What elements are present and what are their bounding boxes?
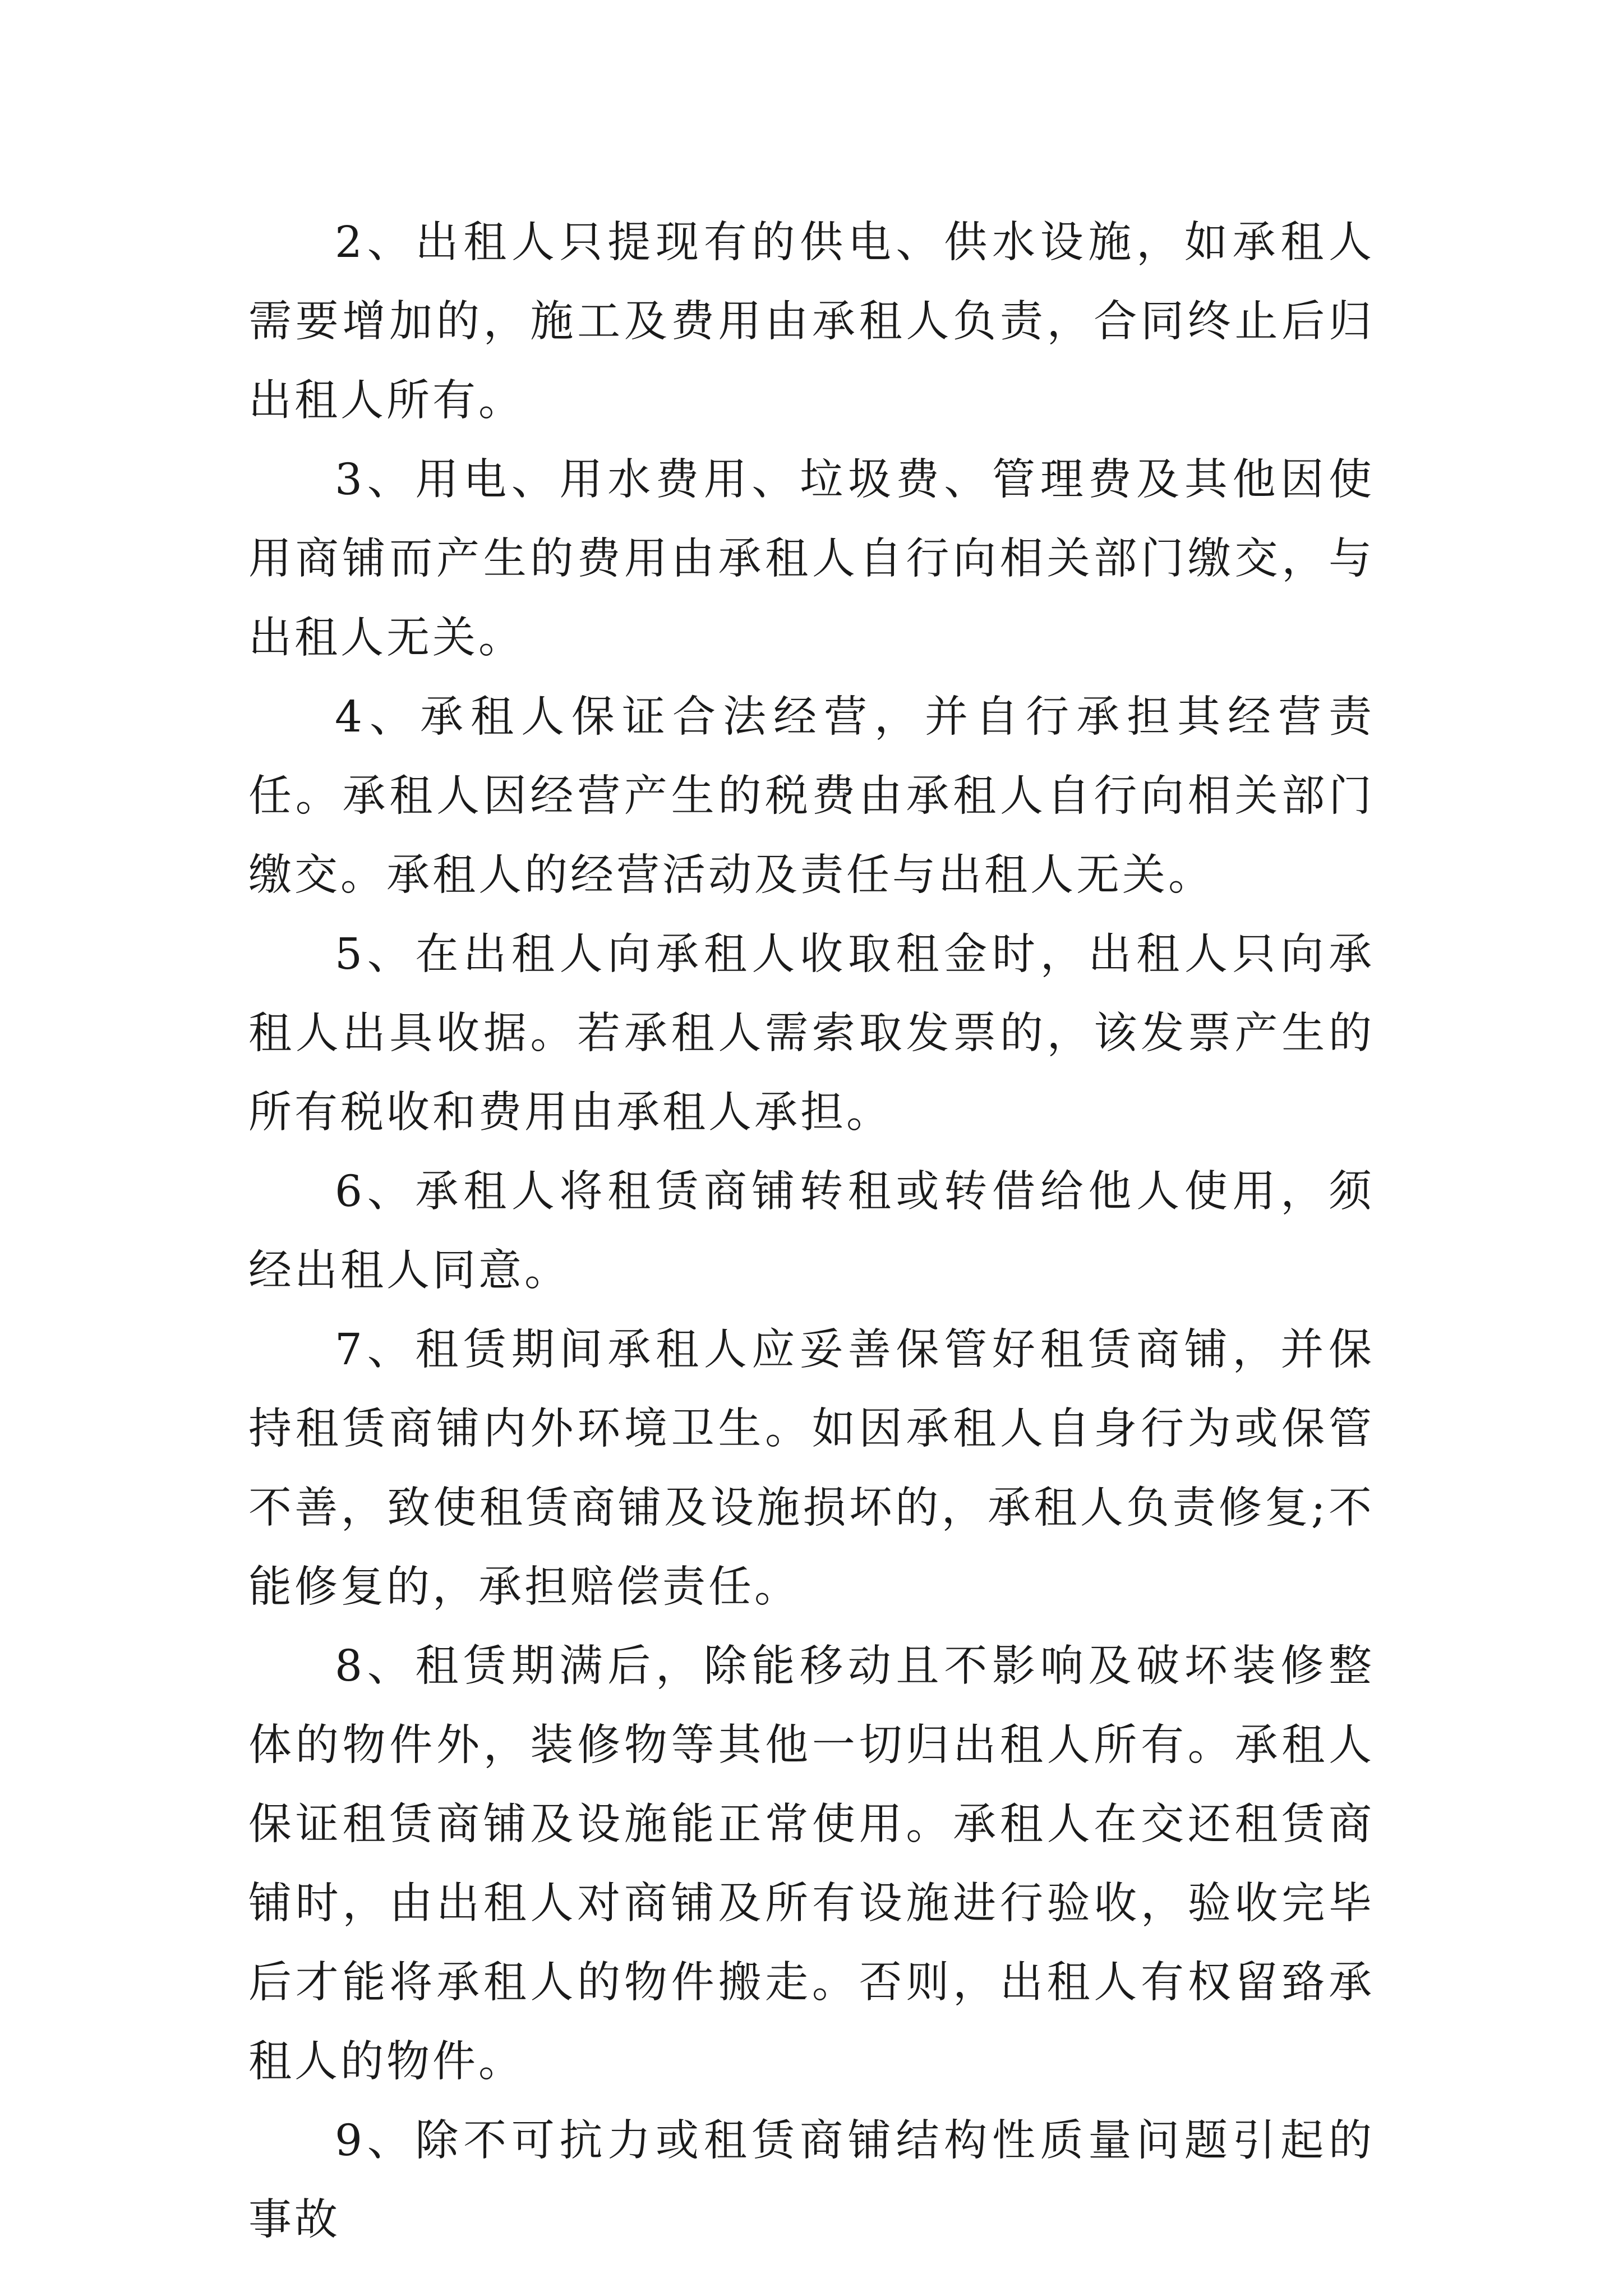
clause-4: 4、承租人保证合法经营，并自行承担其经营责任。承租人因经营产生的税费由承租人自行向相关部门缴交。承租人的经营活动及责任与出租人无关。 [248, 692, 1375, 900]
clause-2: 2、出租人只提现有的供电、供水设施，如承租人需要增加的，施工及费用由承租人负责，合同终止后归出租人所有。 [248, 218, 1375, 426]
clause-8: 8、租赁期满后，除能移动且不影响及破坏装修整体的物件外，装修物等其他一切归出租人所有。承租人保证租赁商铺及设施能正常使用。承租人在交还租赁商铺时，由出租人对商铺及所有设施进行验收，验收完毕后才能将承租人的物件搬走。否则，出租人有权留臵承租人的物件。 [248, 1641, 1375, 2087]
clause-5: 5、在出租人向承租人收取租金时，出租人只向承租人出具收据。若承租人需索取发票的，该发票产生的所有税收和费用由承租人承担。 [248, 930, 1375, 1138]
contract-clauses [248, 203, 1375, 2260]
clause-7: 7、租赁期间承租人应妥善保管好租赁商铺，并保持租赁商铺内外环境卫生。如因承租人自身行为或保管不善，致使租赁商铺及设施损坏的，承租人负责修复;不能修复的，承担赔偿责任。 [248, 1325, 1375, 1612]
clause-6: 6、承租人将租赁商铺转租或转借给他人使用，须经出租人同意。 [248, 1167, 1375, 1296]
clause-9: 9、除不可抗力或租赁商铺结构性质量问题引起的事故 [248, 2116, 1375, 2245]
clause-3: 3、用电、用水费用、垃圾费、管理费及其他因使用商铺而产生的费用由承租人自行向相关部门缴交，与出租人无关。 [248, 455, 1375, 663]
